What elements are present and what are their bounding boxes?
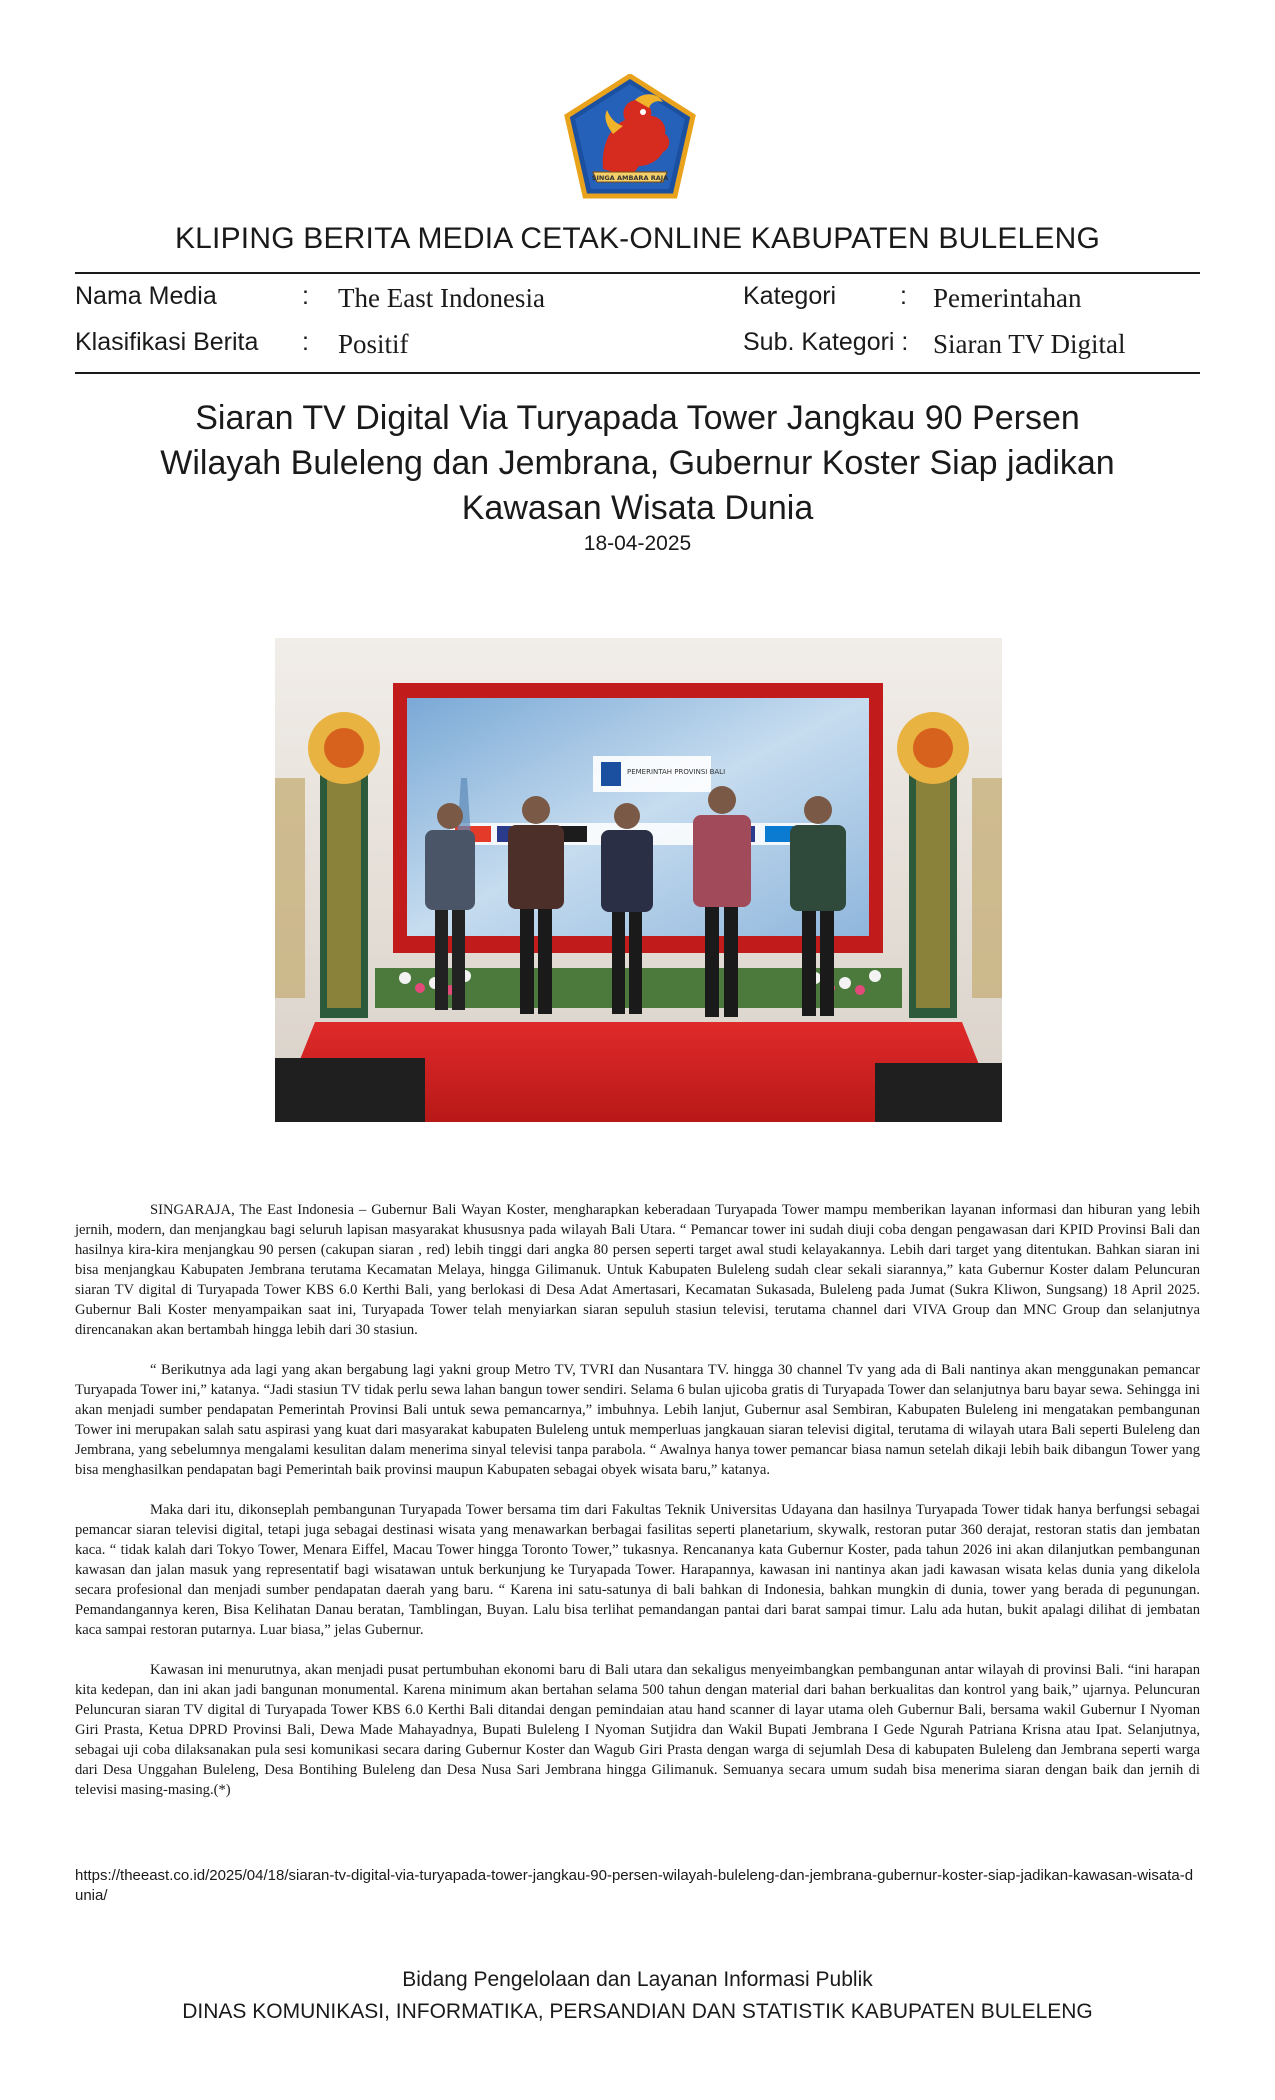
crest-icon [563,74,697,200]
article-title-line: Wilayah Buleleng dan Jembrana, Gubernur Koster Siap jadikan [160,444,1115,482]
media-name-colon: : [302,282,309,310]
header-bottom-rule [75,372,1200,374]
footer-agency: DINAS KOMUNIKASI, INFORMATIKA, PERSANDIAN DAN STATISTIK KABUPATEN BULELENG [182,2000,1093,2023]
article-body [75,1200,1200,1820]
category-colon: : [900,282,907,310]
article-photo [275,638,1002,1122]
category-value: Pemerintahan [933,283,1082,313]
article-title-line: Siaran TV Digital Via Turyapada Tower Jangkau 90 Persen [195,399,1080,437]
header-top-rule [75,272,1200,274]
media-name-label: Nama Media [75,282,217,310]
screen-label: PEMERINTAH PROVINSI BALI [627,768,726,776]
event-photo-illustration [275,638,1002,1122]
article-date: 18-04-2025 [583,532,692,555]
classification-value: Positif [338,329,409,359]
source-url: https://theeast.co.id/2025/04/18/siaran-tv-digital-via-turyapada-tower-jangkau-90-persen-wilayah-buleleng-dan-jembrana-gubernur-koster-siap-jadikan-kawasan-wisata-dunia/ [75,1867,1194,1904]
article-paragraph: SINGARAJA, The East Indonesia – Gubernur Bali Wayan Koster, mengharapkan keberadaan Turyapada Tower mampu memberikan layanan informasi dan hiburan yang lebih jernih, modern, dan menjangkau bagi seluruh lapisan masyarakat khususnya pada wilayah Bali Utara. “ Pemancar tower ini sudah diuji coba dengan pengawasan dari KPID Provinsi Bali dan hasilnya kira-kira menjangkau 90 persen (cakupan siaran , red) lebih tinggi dari angka 80 persen seperti target awal studi kelayakannya. Lebih dari target yang ditentukan. Bahkan siaran ini bisa menjangkau Kabupaten Jembrana terutama Kecamatan Melaya, hingga Gilimanuk. Untuk Kabupaten Buleleng sudah clear sekali siarannya,” kata Gubernur Koster dalam Peluncuran siaran TV digital di Turyapada Tower KBS 6.0 Kerthi Bali, yang berlokasi di Desa Adat Amertasari, Kecamatan Sukasada, Buleleng pada Jumat (Sukra Kliwon, Sungsang) 18 April 2025. Gubernur Bali Koster menyampaikan saat ini, Turyapada Tower telah menyiarkan siaran sepuluh stasiun televisi, terutama channel dari VIVA Group dan MNC Group dan selanjutnya direncanakan akan bertambah hingga lebih dari 30 stasiun. [75,1202,1200,1338]
classification-colon: : [302,328,309,356]
article-paragraph: “ Berikutnya ada lagi yang akan bergabung lagi yakni group Metro TV, TVRI dan Nusantara TV. hingga 30 channel Tv yang ada di Bali nantinya akan menggunakan pemancar Turyapada Tower ini,” katanya. “Jadi stasiun TV tidak perlu sewa lahan bangun tower sendiri. Selama 6 bulan ujicoba gratis di Turyapada Tower dan selanjutnya baru bayar sewa. Sehingga ini akan menjadi sumber pendapatan Pemerintah Provinsi Bali untuk sewa pemancarnya,” imbuhnya. Lebih lanjut, Gubernur asal Sembiran, Kabupaten Buleleng ini mengatakan pembangunan Tower ini merupakan salah satu aspirasi yang kuat dari masyarakat kabupaten Buleleng untuk memperluas jangkauan siaran televisi digital, terutama di wilayah utara Bali seperti Buleleng dan Jembrana, yang sebelumnya mengalami kesulitan dalam menerima sinyal televisi tanpa parabola. “ Awalnya hanya tower pemancar biasa namun setelah dikaji lebih baik dibangun Tower yang bisa menghasilkan pendapatan bagi Pemerintah baik provinsi maupun Kabupaten sebagai obyek wisata baru,” katanya. [75,1362,1200,1478]
footer-division: Bidang Pengelolaan dan Layanan Informasi Publik [402,1968,873,1991]
subcategory-value: Siaran TV Digital [933,329,1126,359]
classification-label: Klasifikasi Berita [75,328,259,356]
category-label: Kategori [743,282,837,310]
article-title [100,396,1175,531]
clipping-header-title: KLIPING BERITA MEDIA CETAK-ONLINE KABUPATEN BULELENG [174,222,1101,255]
media-name-value: The East Indonesia [338,283,545,313]
crest-motto: SINGA AMBARA RAJA [591,174,669,182]
buleleng-crest-logo [563,74,697,200]
article-title-line: Kawasan Wisata Dunia [461,489,814,527]
article-paragraph: Kawasan ini menurutnya, akan menjadi pusat pertumbuhan ekonomi baru di Bali utara dan sekaligus menyeimbangkan pembangunan antar wilayah di provinsi Bali. “ini harapan kita kedepan, dan ini akan jadi bangunan monumental. Karena minimum akan bertahan selama 500 tahun dengan material dari bahan berkualitas dan kontrol yang baik,” ujarnya. Peluncuran Peluncuran siaran TV digital di Turyapada Tower KBS 6.0 Kerthi Bali ditandai dengan pemindaian atau hand scanner di layar utama oleh Gubernur Bali, bersama wakil Gubernur I Nyoman Giri Prasta, Ketua DPRD Provinsi Bali, Dewa Made Mahayadnya, Bupati Buleleng I Nyoman Sutjidra dan Wakil Bupati Jembrana I Gede Ngurah Patriana Krisna atau Ipat. Selanjutnya, sebagai uji coba dilaksanakan pula sesi komunikasi secara daring Gubernur Koster dan Wagub Giri Prasta dengan warga di sejumlah Desa di kabupaten Buleleng dan Jembrana seperti warga dari Desa Unggahan Buleleng, Desa Bontihing Buleleng dan Desa Nusa Sari Jembrana hingga Gilimanuk. Semuanya secara umum sudah bisa menerima siaran dengan baik dan jernih di televisi masing-masing.(*) [75,1662,1200,1798]
article-paragraph: Maka dari itu, dikonseplah pembangunan Turyapada Tower bersama tim dari Fakultas Teknik Universitas Udayana dan hasilnya Turyapada Tower tidak hanya berfungsi sebagai pemancar siaran televisi digital, tetapi juga sebagai destinasi wisata yang menawarkan berbagai fasilitas seperti planetarium, skywalk, restoran putar 360 derajat, restoran statis dan jembatan kaca. “ tidak kalah dari Tokyo Tower, Menara Eiffel, Macau Tower hingga Toronto Tower,” tukasnya. Rencananya kata Gubernur Koster, pada tahun 2026 ini akan dilanjutkan pembangunan kawasan dan jalan masuk yang representatif bagi wisatawan untuk berkunjung ke Turyapada Tower. Harapannya, kawasan ini nantinya akan jadi kawasan wisata kelas dunia yang dikelola secara profesional dan menjadi sumber pendapatan daerah yang baru. “ Karena ini satu-satunya di bali bahkan di Indonesia, bahkan mungkin di dunia, tower yang berada di pegunungan. Pemandangannya keren, Bisa Kelihatan Danau beratan, Tamblingan, Buyan. Lalu bisa terlihat pemandangan pantai dari barat sampai timur. Lalu ada hutan, bukit apalagi dilihat di jembatan kaca sampai restoran putarnya. Luar biasa,” jelas Gubernur. [75,1502,1200,1638]
subcategory-label: Sub. Kategori : [743,328,909,356]
